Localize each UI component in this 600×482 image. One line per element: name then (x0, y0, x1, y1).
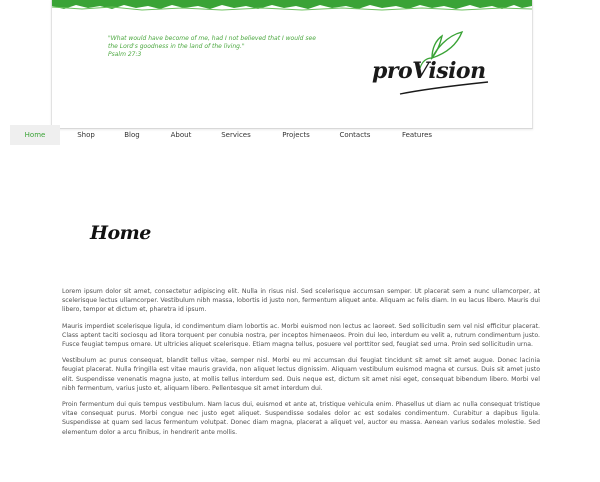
brush-stroke-border (52, 0, 532, 12)
logo-wordmark[interactable]: proVision (372, 58, 486, 84)
nav-item-home[interactable]: Home (10, 125, 60, 145)
verse-line: "What would have become of me, had I not believed that I would see (108, 35, 316, 42)
page-title: Home (90, 222, 151, 244)
main-content (62, 287, 540, 444)
nav-item-shop[interactable]: Shop (77, 131, 95, 139)
verse-line: the Lord's goodness in the land of the living." (108, 43, 245, 50)
nav-item-projects[interactable]: Projects (282, 131, 310, 139)
verse-citation: Psalm 27:3 (108, 51, 142, 58)
nav-item-features[interactable]: Features (401, 131, 433, 139)
content-paragraph: Lorem ipsum dolor sit amet, consectetur adipiscing elit. Nulla in risus nisl. Sed scelerisque accumsan semper. Ut placerat sem a nunc ullamcorper, at scelerisque lectus ullamcorper. Vestibulum nibh massa, lobortis id justo non, fermentum aliquet ante. Aliquam ac felis diam. In eu lacus libero. Mauris dui libero, tempor et dictum et, pharetra id ipsum. (62, 288, 540, 314)
nav-item-about[interactable]: About (170, 131, 192, 139)
content-paragraph: Proin fermentum dui quis tempus vestibulum. Nam lacus dui, euismod et ante at, tristique vehicula enim. Phasellus ut diam ac nulla consequat tristique vitae consequat purus. Morbi congue nec justo eget aliquet. Suspendisse sodales dolor ac est sodales condimentum. Curabitur a dapibus ligula. Suspendisse at quam sed lacus fermentum volutpat. Donec diam magna, placerat a aliquet vel, auctor eu massa. Aenean varius sodales molestie. Sed elementum dolor a arcu finibus, in hendrerit ante mollis. (62, 401, 540, 436)
content-paragraph: Vestibulum ac purus consequat, blandit tellus vitae, semper nisl. Morbi eu mi accumsan dui feugiat tincidunt sit amet sit amet augue. Donec lacinia feugiat placerat. Nulla fringilla est vitae mauris gravida, non aliquet lectus dignissim. Aliquam vestibulum euismod magna et cursus. Duis sit amet justo elit. Suspendisse venenatis magna justo, at mollis tellus interdum sed. Duis neque est, dictum sit amet nisi eget, consequat bibendum libero. Morbi vel nibh fermentum, varius justo et, aliquam libero. Pellentesque sit amet interdum dui. (62, 357, 540, 392)
main-nav (0, 125, 600, 145)
scripture-verse (108, 35, 328, 59)
nav-item-blog[interactable]: Blog (124, 131, 140, 139)
content-paragraph: Mauris imperdiet scelerisque ligula, id condimentum diam lobortis ac. Morbi euismod non lectus ac laoreet. Sed sollicitudin sem vel nisl efficitur placerat. Class aptent taciti sociosqu ad litora torquent per conubia nostra, per inceptos himenaeos. Proin dui leo, interdum eu velit a, rutrum condimentum justo. Fusce feugiat tempus ornare. Ut ultricies aliquet scelerisque. Etiam magna tellus, posuere vel porttitor sed, feugiat sed urna. Proin sed sollicitudin urna. (62, 322, 540, 349)
nav-item-contacts[interactable]: Contacts (339, 131, 371, 139)
nav-item-services[interactable]: Services (221, 131, 251, 139)
